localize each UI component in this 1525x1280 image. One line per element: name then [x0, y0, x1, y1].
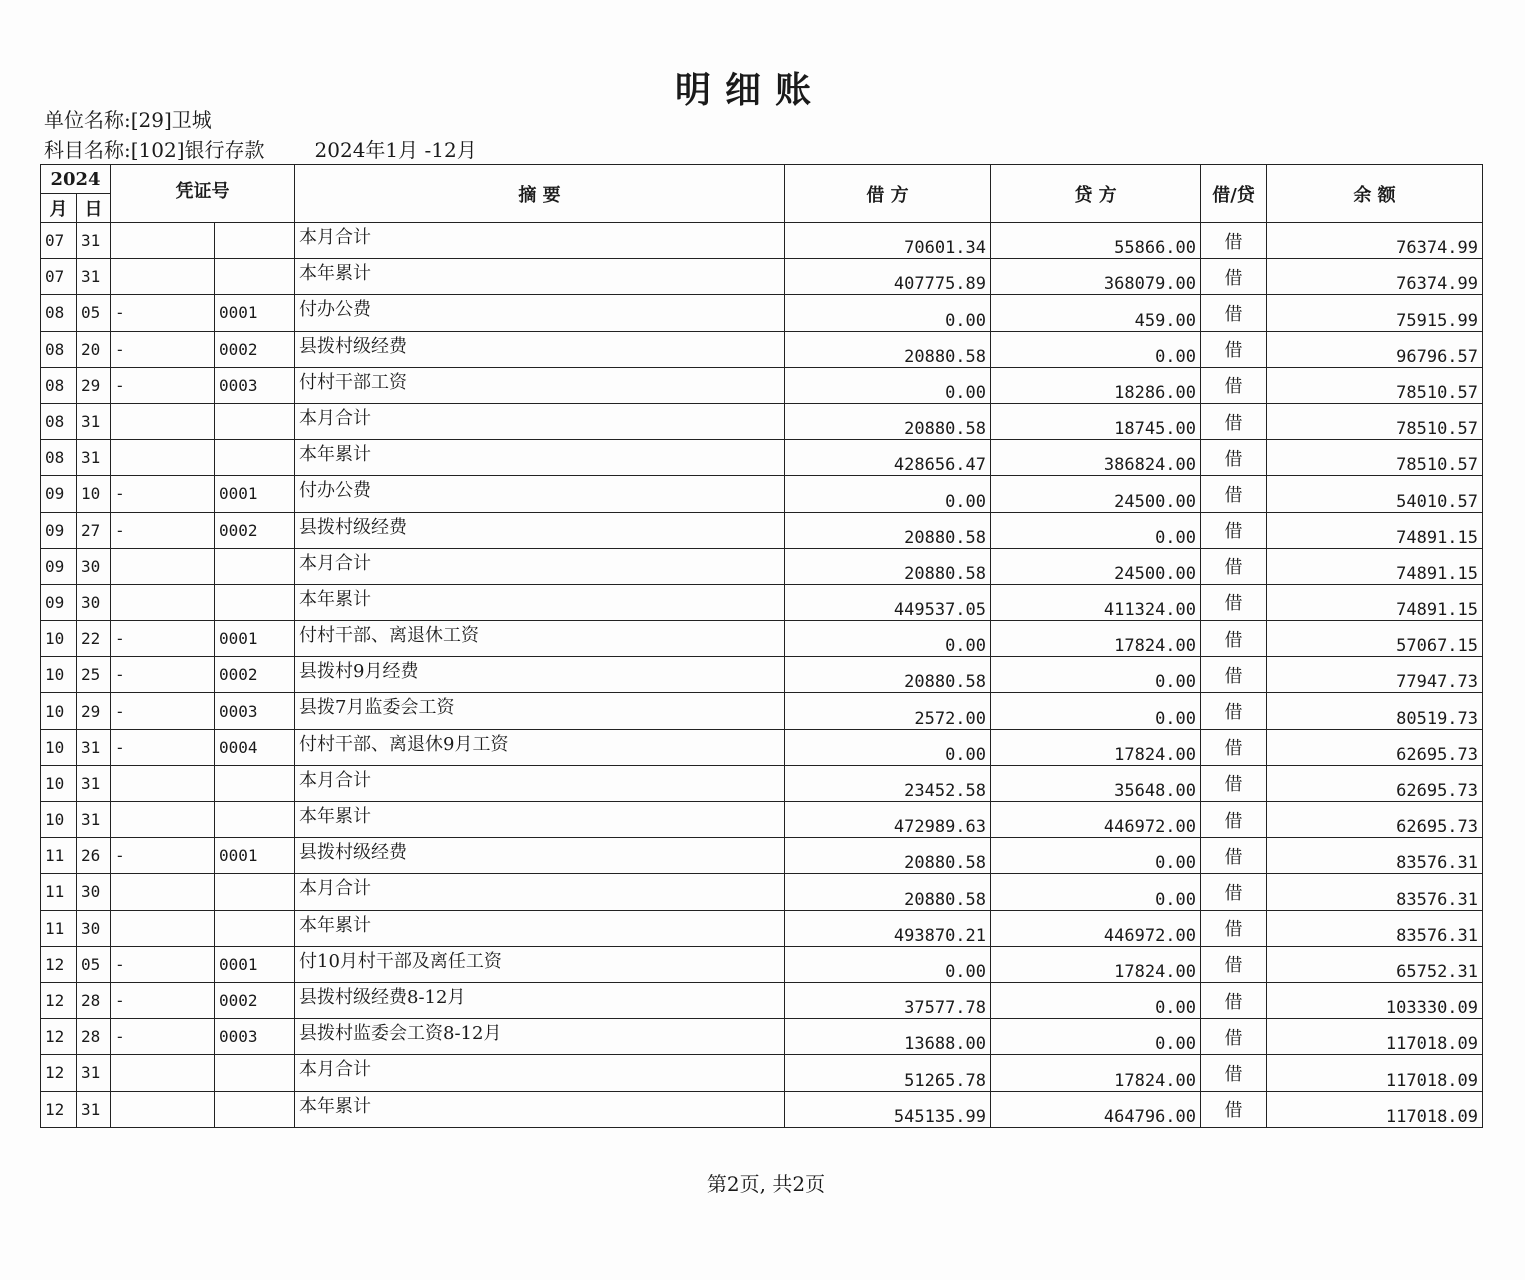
day-cell: 20: [77, 331, 111, 367]
debit-cell: 2572.00: [785, 693, 991, 729]
table-row: [41, 295, 1483, 331]
credit-cell: 0.00: [991, 1019, 1201, 1055]
summary-cell: 本年累计: [295, 259, 785, 295]
balance-cell: 117018.09: [1267, 1055, 1483, 1091]
day-cell: 26: [77, 838, 111, 874]
summary-cell: 本月合计: [295, 223, 785, 259]
summary-cell: 县拨村级经费: [295, 331, 785, 367]
table-row: [41, 1091, 1483, 1127]
credit-cell: 0.00: [991, 512, 1201, 548]
table-row: [41, 584, 1483, 620]
month-cell: 09: [41, 584, 77, 620]
debit-cell: 0.00: [785, 476, 991, 512]
day-cell: 25: [77, 657, 111, 693]
table-row: [41, 440, 1483, 476]
table-row: [41, 512, 1483, 548]
dc-cell: 借: [1201, 621, 1267, 657]
month-cell: 10: [41, 657, 77, 693]
balance-cell: 74891.15: [1267, 548, 1483, 584]
voucher-type-cell: [111, 403, 215, 439]
summary-cell: 付办公费: [295, 295, 785, 331]
month-cell: 10: [41, 802, 77, 838]
debit-cell: 0.00: [785, 621, 991, 657]
debit-cell: 449537.05: [785, 584, 991, 620]
credit-cell: 17824.00: [991, 621, 1201, 657]
balance-cell: 80519.73: [1267, 693, 1483, 729]
credit-cell: 464796.00: [991, 1091, 1201, 1127]
table-row: [41, 259, 1483, 295]
voucher-number-cell: 0003: [215, 693, 295, 729]
debit-cell: 70601.34: [785, 223, 991, 259]
dc-cell: 借: [1201, 838, 1267, 874]
credit-cell: 446972.00: [991, 802, 1201, 838]
voucher-number-cell: 0001: [215, 476, 295, 512]
voucher-type-cell: [111, 584, 215, 620]
balance-cell: 76374.99: [1267, 223, 1483, 259]
table-row: [41, 838, 1483, 874]
voucher-type-cell: -: [111, 946, 215, 982]
table-row: [41, 223, 1483, 259]
dc-cell: 借: [1201, 1019, 1267, 1055]
month-cell: 12: [41, 982, 77, 1018]
balance-cell: 83576.31: [1267, 874, 1483, 910]
voucher-number-cell: 0001: [215, 946, 295, 982]
credit-cell: 411324.00: [991, 584, 1201, 620]
voucher-type-cell: -: [111, 657, 215, 693]
voucher-type-cell: -: [111, 729, 215, 765]
debit-cell: 20880.58: [785, 512, 991, 548]
voucher-number-cell: 0001: [215, 295, 295, 331]
voucher-type-cell: -: [111, 295, 215, 331]
balance-cell: 117018.09: [1267, 1091, 1483, 1127]
credit-cell: 17824.00: [991, 946, 1201, 982]
month-cell: 11: [41, 910, 77, 946]
debit-cell: 37577.78: [785, 982, 991, 1018]
balance-cell: 65752.31: [1267, 946, 1483, 982]
voucher-number-cell: [215, 259, 295, 295]
month-cell: 08: [41, 295, 77, 331]
voucher-type-cell: [111, 765, 215, 801]
credit-cell: 24500.00: [991, 548, 1201, 584]
subject-name-label: 科目名称:: [44, 138, 131, 162]
summary-cell: 本年累计: [295, 910, 785, 946]
day-cell: 05: [77, 946, 111, 982]
day-cell: 22: [77, 621, 111, 657]
balance-cell: 62695.73: [1267, 729, 1483, 765]
table-row: [41, 910, 1483, 946]
summary-cell: 付10月村干部及离任工资: [295, 946, 785, 982]
dc-cell: 借: [1201, 946, 1267, 982]
month-cell: 09: [41, 512, 77, 548]
ledger-table: [40, 164, 1483, 1128]
credit-cell: 17824.00: [991, 729, 1201, 765]
dc-cell: 借: [1201, 802, 1267, 838]
voucher-type-cell: [111, 1091, 215, 1127]
day-cell: 31: [77, 403, 111, 439]
debit-header: 借 方: [785, 165, 991, 223]
voucher-header: 凭证号: [111, 165, 295, 223]
voucher-type-cell: [111, 802, 215, 838]
debit-cell: 407775.89: [785, 259, 991, 295]
balance-cell: 83576.31: [1267, 910, 1483, 946]
month-cell: 07: [41, 259, 77, 295]
day-cell: 31: [77, 802, 111, 838]
table-row: [41, 946, 1483, 982]
table-row: [41, 476, 1483, 512]
balance-cell: 117018.09: [1267, 1019, 1483, 1055]
voucher-number-cell: [215, 1055, 295, 1091]
voucher-type-cell: -: [111, 693, 215, 729]
summary-cell: 本年累计: [295, 440, 785, 476]
voucher-number-cell: 0004: [215, 729, 295, 765]
day-cell: 28: [77, 982, 111, 1018]
voucher-number-cell: [215, 765, 295, 801]
summary-cell: 县拨7月监委会工资: [295, 693, 785, 729]
dc-cell: 借: [1201, 584, 1267, 620]
month-cell: 11: [41, 874, 77, 910]
credit-header: 贷 方: [991, 165, 1201, 223]
summary-cell: 本月合计: [295, 548, 785, 584]
voucher-number-cell: [215, 548, 295, 584]
dc-header: 借/贷: [1201, 165, 1267, 223]
day-cell: 30: [77, 874, 111, 910]
credit-cell: 55866.00: [991, 223, 1201, 259]
voucher-number-cell: 0003: [215, 1019, 295, 1055]
voucher-number-cell: [215, 802, 295, 838]
voucher-number-cell: [215, 1091, 295, 1127]
dc-cell: 借: [1201, 982, 1267, 1018]
debit-cell: 13688.00: [785, 1019, 991, 1055]
summary-cell: 县拨村9月经费: [295, 657, 785, 693]
month-cell: 12: [41, 1091, 77, 1127]
day-cell: 05: [77, 295, 111, 331]
voucher-number-cell: [215, 440, 295, 476]
period-range: 2024年1月 -12月: [314, 138, 477, 162]
day-cell: 31: [77, 223, 111, 259]
voucher-type-cell: -: [111, 838, 215, 874]
summary-cell: 付村干部、离退休工资: [295, 621, 785, 657]
dc-cell: 借: [1201, 512, 1267, 548]
debit-cell: 20880.58: [785, 874, 991, 910]
voucher-number-cell: [215, 874, 295, 910]
summary-cell: 本月合计: [295, 1055, 785, 1091]
voucher-type-cell: [111, 223, 215, 259]
table-row: [41, 367, 1483, 403]
summary-cell: 本年累计: [295, 802, 785, 838]
month-cell: 07: [41, 223, 77, 259]
debit-cell: 20880.58: [785, 657, 991, 693]
table-row: [41, 1019, 1483, 1055]
month-cell: 12: [41, 946, 77, 982]
month-cell: 09: [41, 476, 77, 512]
voucher-number-cell: 0002: [215, 982, 295, 1018]
dc-cell: 借: [1201, 331, 1267, 367]
voucher-type-cell: [111, 910, 215, 946]
day-cell: 31: [77, 1055, 111, 1091]
table-row: [41, 331, 1483, 367]
day-cell: 31: [77, 1091, 111, 1127]
credit-cell: 18286.00: [991, 367, 1201, 403]
summary-cell: 本月合计: [295, 403, 785, 439]
month-cell: 10: [41, 765, 77, 801]
balance-cell: 57067.15: [1267, 621, 1483, 657]
voucher-type-cell: -: [111, 1019, 215, 1055]
summary-cell: 县拨村级经费: [295, 838, 785, 874]
debit-cell: 23452.58: [785, 765, 991, 801]
credit-cell: 24500.00: [991, 476, 1201, 512]
table-row: [41, 621, 1483, 657]
balance-cell: 62695.73: [1267, 765, 1483, 801]
summary-cell: 县拨村级经费8-12月: [295, 982, 785, 1018]
voucher-type-cell: -: [111, 982, 215, 1018]
month-cell: 08: [41, 440, 77, 476]
voucher-type-cell: -: [111, 512, 215, 548]
balance-cell: 83576.31: [1267, 838, 1483, 874]
voucher-number-cell: [215, 223, 295, 259]
month-cell: 08: [41, 331, 77, 367]
balance-cell: 78510.57: [1267, 403, 1483, 439]
dc-cell: 借: [1201, 657, 1267, 693]
voucher-number-cell: [215, 584, 295, 620]
unit-name-line: [44, 104, 212, 133]
dc-cell: 借: [1201, 693, 1267, 729]
day-cell: 28: [77, 1019, 111, 1055]
balance-cell: 78510.57: [1267, 367, 1483, 403]
summary-header: 摘 要: [295, 165, 785, 223]
subject-name-value: [102]银行存款: [130, 138, 265, 162]
balance-header: 余 额: [1267, 165, 1483, 223]
table-row: [41, 765, 1483, 801]
table-row: [41, 657, 1483, 693]
unit-name-label: 单位名称:: [44, 108, 131, 132]
summary-cell: 本月合计: [295, 765, 785, 801]
debit-cell: 428656.47: [785, 440, 991, 476]
document-title: 明细账: [674, 69, 825, 111]
summary-cell: 本月合计: [295, 874, 785, 910]
day-cell: 29: [77, 367, 111, 403]
day-cell: 29: [77, 693, 111, 729]
month-cell: 10: [41, 621, 77, 657]
dc-cell: 借: [1201, 1091, 1267, 1127]
day-cell: 30: [77, 548, 111, 584]
debit-cell: 493870.21: [785, 910, 991, 946]
credit-cell: 386824.00: [991, 440, 1201, 476]
table-row: [41, 802, 1483, 838]
summary-cell: 付办公费: [295, 476, 785, 512]
month-cell: 08: [41, 403, 77, 439]
table-row: [41, 403, 1483, 439]
credit-cell: 18745.00: [991, 403, 1201, 439]
day-cell: 30: [77, 910, 111, 946]
day-cell: 31: [77, 729, 111, 765]
day-cell: 31: [77, 765, 111, 801]
debit-cell: 20880.58: [785, 331, 991, 367]
credit-cell: 35648.00: [991, 765, 1201, 801]
dc-cell: 借: [1201, 910, 1267, 946]
debit-cell: 0.00: [785, 729, 991, 765]
subject-name-line: [44, 134, 477, 163]
month-cell: 10: [41, 729, 77, 765]
voucher-number-cell: 0001: [215, 838, 295, 874]
credit-cell: 17824.00: [991, 1055, 1201, 1091]
table-row: [41, 693, 1483, 729]
balance-cell: 54010.57: [1267, 476, 1483, 512]
day-cell: 10: [77, 476, 111, 512]
month-cell: 12: [41, 1019, 77, 1055]
day-cell: 27: [77, 512, 111, 548]
credit-cell: 0.00: [991, 838, 1201, 874]
day-cell: 31: [77, 440, 111, 476]
balance-cell: 103330.09: [1267, 982, 1483, 1018]
voucher-number-cell: 0002: [215, 331, 295, 367]
voucher-type-cell: -: [111, 621, 215, 657]
summary-cell: 付村干部、离退休9月工资: [295, 729, 785, 765]
credit-cell: 0.00: [991, 657, 1201, 693]
voucher-type-cell: [111, 440, 215, 476]
credit-cell: 459.00: [991, 295, 1201, 331]
header-row-top: [41, 165, 1483, 194]
table-row: [41, 548, 1483, 584]
voucher-type-cell: -: [111, 367, 215, 403]
year-header: 2024: [41, 165, 111, 194]
balance-cell: 75915.99: [1267, 295, 1483, 331]
voucher-type-cell: -: [111, 476, 215, 512]
voucher-type-cell: -: [111, 331, 215, 367]
summary-cell: 县拨村级经费: [295, 512, 785, 548]
table-row: [41, 982, 1483, 1018]
dc-cell: 借: [1201, 295, 1267, 331]
dc-cell: 借: [1201, 259, 1267, 295]
debit-cell: 472989.63: [785, 802, 991, 838]
balance-cell: 76374.99: [1267, 259, 1483, 295]
voucher-type-cell: [111, 1055, 215, 1091]
summary-cell: 本年累计: [295, 1091, 785, 1127]
credit-cell: 368079.00: [991, 259, 1201, 295]
day-header: 日: [77, 194, 111, 223]
voucher-type-cell: [111, 259, 215, 295]
voucher-type-cell: [111, 874, 215, 910]
balance-cell: 74891.15: [1267, 512, 1483, 548]
debit-cell: 0.00: [785, 295, 991, 331]
summary-cell: 付村干部工资: [295, 367, 785, 403]
credit-cell: 0.00: [991, 693, 1201, 729]
voucher-number-cell: [215, 910, 295, 946]
voucher-number-cell: 0002: [215, 657, 295, 693]
debit-cell: 20880.58: [785, 838, 991, 874]
balance-cell: 74891.15: [1267, 584, 1483, 620]
month-cell: 12: [41, 1055, 77, 1091]
credit-cell: 446972.00: [991, 910, 1201, 946]
voucher-number-cell: [215, 403, 295, 439]
voucher-number-cell: 0001: [215, 621, 295, 657]
balance-cell: 62695.73: [1267, 802, 1483, 838]
ledger-body: [41, 223, 1483, 1128]
unit-name-value: [29]卫城: [130, 108, 212, 132]
debit-cell: 0.00: [785, 946, 991, 982]
dc-cell: 借: [1201, 223, 1267, 259]
credit-cell: 0.00: [991, 874, 1201, 910]
balance-cell: 77947.73: [1267, 657, 1483, 693]
dc-cell: 借: [1201, 440, 1267, 476]
summary-cell: 县拨村监委会工资8-12月: [295, 1019, 785, 1055]
balance-cell: 78510.57: [1267, 440, 1483, 476]
table-row: [41, 1055, 1483, 1091]
debit-cell: 20880.58: [785, 403, 991, 439]
credit-cell: 0.00: [991, 982, 1201, 1018]
dc-cell: 借: [1201, 765, 1267, 801]
dc-cell: 借: [1201, 548, 1267, 584]
credit-cell: 0.00: [991, 331, 1201, 367]
summary-cell: 本年累计: [295, 584, 785, 620]
voucher-number-cell: 0002: [215, 512, 295, 548]
dc-cell: 借: [1201, 367, 1267, 403]
table-row: [41, 874, 1483, 910]
page-number: 第2页, 共2页: [706, 1172, 826, 1196]
voucher-number-cell: 0003: [215, 367, 295, 403]
balance-cell: 96796.57: [1267, 331, 1483, 367]
debit-cell: 545135.99: [785, 1091, 991, 1127]
dc-cell: 借: [1201, 874, 1267, 910]
month-header: 月: [41, 194, 77, 223]
day-cell: 30: [77, 584, 111, 620]
month-cell: 09: [41, 548, 77, 584]
month-cell: 10: [41, 693, 77, 729]
day-cell: 31: [77, 259, 111, 295]
debit-cell: 51265.78: [785, 1055, 991, 1091]
month-cell: 08: [41, 367, 77, 403]
dc-cell: 借: [1201, 476, 1267, 512]
debit-cell: 20880.58: [785, 548, 991, 584]
table-row: [41, 729, 1483, 765]
debit-cell: 0.00: [785, 367, 991, 403]
dc-cell: 借: [1201, 1055, 1267, 1091]
dc-cell: 借: [1201, 403, 1267, 439]
month-cell: 11: [41, 838, 77, 874]
dc-cell: 借: [1201, 729, 1267, 765]
voucher-type-cell: [111, 548, 215, 584]
